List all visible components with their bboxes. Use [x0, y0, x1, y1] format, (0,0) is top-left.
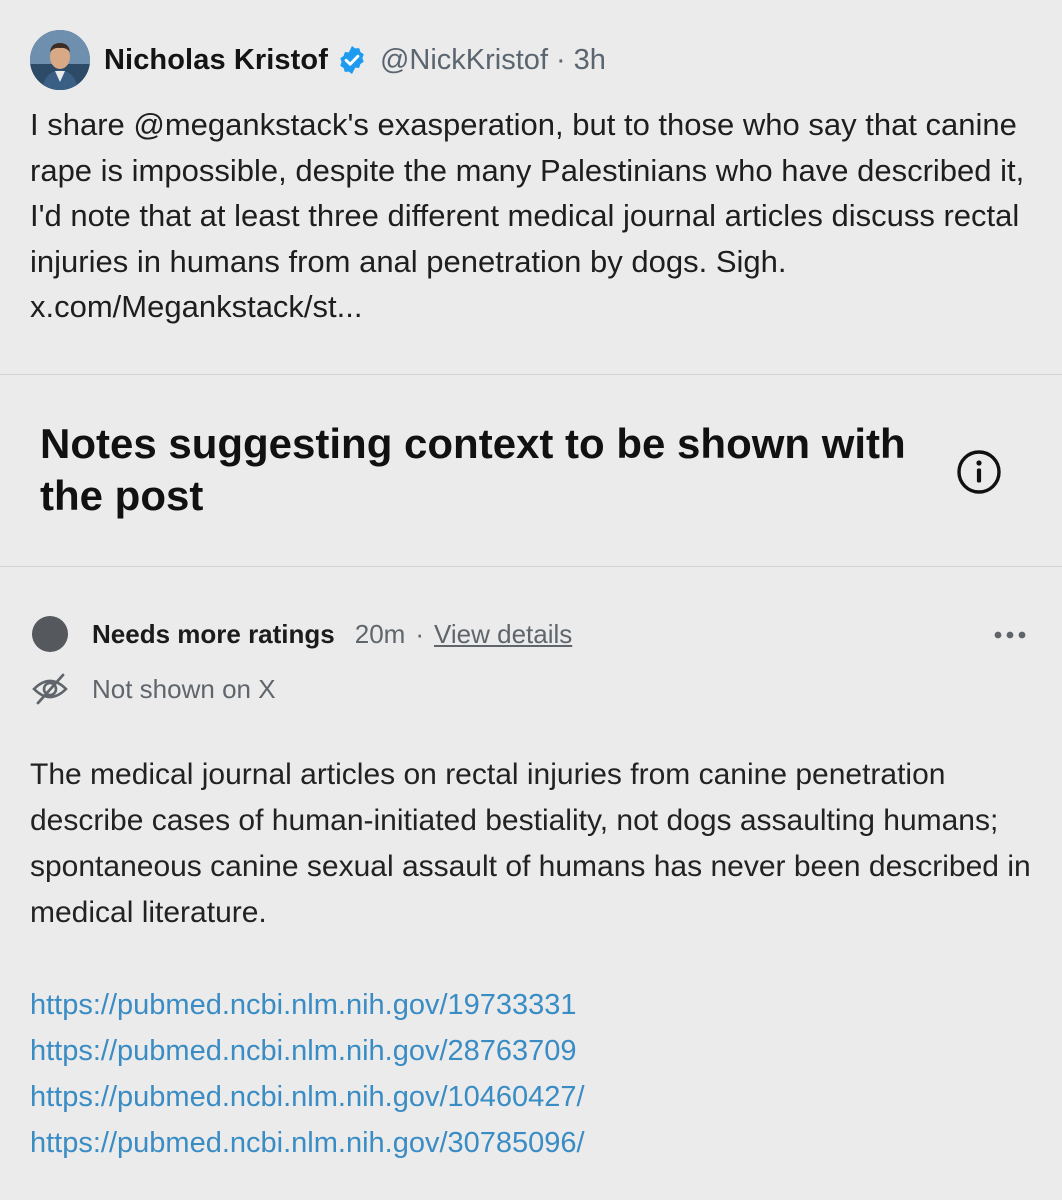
note-status-row — [32, 612, 572, 656]
eye-off-icon — [30, 669, 70, 709]
section-divider — [0, 566, 1062, 567]
tweet-header — [30, 30, 606, 90]
section-divider — [0, 374, 1062, 375]
note-status-label: Needs more ratings — [92, 618, 335, 649]
author-handle[interactable]: @NickKristof — [379, 43, 548, 76]
note-visibility-row — [30, 668, 276, 710]
dot-separator: · — [556, 43, 566, 76]
source-link[interactable]: https://pubmed.ncbi.nlm.nih.gov/30785096/ — [30, 1127, 585, 1159]
verified-badge-icon — [336, 44, 368, 76]
tweet-timestamp[interactable]: 3h — [573, 43, 606, 76]
view-details-link[interactable]: View details — [434, 618, 573, 649]
status-indicator-dot — [32, 616, 68, 652]
tweet-text: I share @megankstack's exasperation, but to those who say that canine rape is impossible, despite the many Palestinians who have described it, I'd note that at least three different medical journal articles discuss rectal injuries in humans from anal penetration by dogs. Sigh. x.com/Megankstack/st... — [30, 107, 1025, 324]
visibility-status-text: Not shown on X — [92, 673, 276, 704]
note-source-links — [30, 982, 1040, 1166]
source-link[interactable]: https://pubmed.ncbi.nlm.nih.gov/10460427/ — [30, 1081, 585, 1113]
dot-separator: · — [415, 618, 424, 649]
note-timestamp: 20m — [354, 618, 406, 649]
avatar[interactable] — [30, 30, 90, 90]
tweet — [0, 0, 1062, 374]
source-link[interactable]: https://pubmed.ncbi.nlm.nih.gov/19733331 — [30, 989, 577, 1021]
info-circle-icon[interactable] — [954, 447, 1004, 497]
author-name[interactable]: Nicholas Kristof — [104, 43, 328, 76]
source-link[interactable]: https://pubmed.ncbi.nlm.nih.gov/28763709 — [30, 1035, 577, 1067]
note-body-text: The medical journal articles on rectal injuries from canine penetration describe cases of human-initiated bestiality, not dogs assaulting humans; spontaneous canine sexual assault of humans has never been described in medical literature. — [30, 758, 1031, 929]
more-horizontal-icon[interactable] — [990, 620, 1030, 650]
notes-heading: Notes suggesting context to be shown with the post — [40, 420, 906, 519]
avatar-photo — [30, 30, 90, 90]
